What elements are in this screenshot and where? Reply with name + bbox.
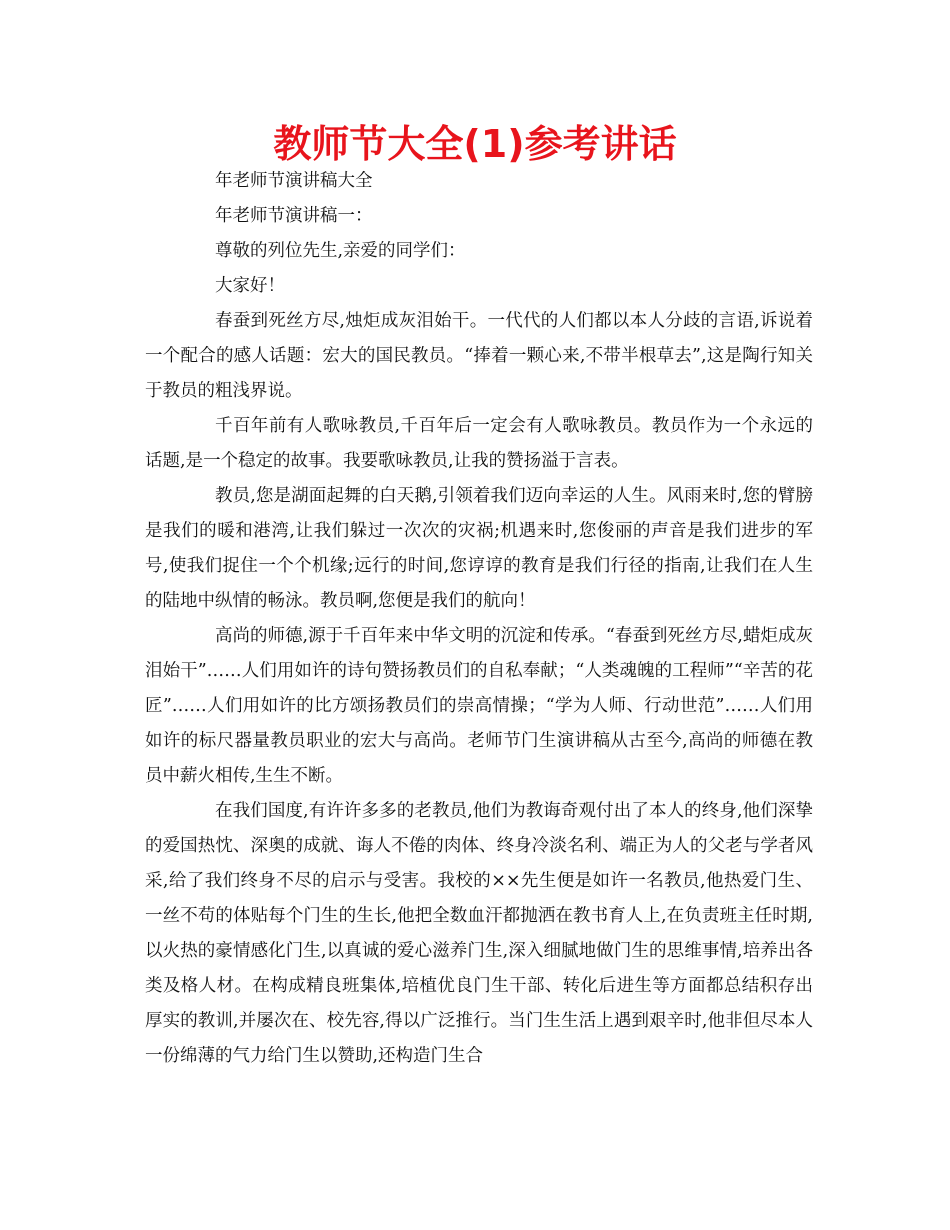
paragraph-body: 春蚕到死丝方尽,烛炬成灰泪始干。一代代的人们都以本人分歧的言语,诉说着一个配合的感人话题：宏大的国民教员。“捧着一颗心来,不带半根草去”,这是陶行知关于教员的粗浅界说。	[145, 311, 813, 401]
document-title: 教师节大全(1)参考讲话	[273, 122, 677, 166]
paragraph-body: 高尚的师德,源于千百年来中华文明的沉淀和传承。“春蚕到死丝方尽,蜡炬成灰泪始干”……人们用如许的诗句赞扬教员们的自私奉献；“人类魂魄的工程师”“辛苦的花匠”……人们用如许的比方颂扬教员们的崇高情操；“学为人师、行动世范”……人们用如许的标尺器量教员职业的宏大与高尚。老师节门生演讲稿从古至今,高尚的师德在教员中薪火相传,生生不断。	[145, 626, 813, 786]
paragraph-greeting: 大家好！	[215, 276, 285, 296]
paragraph-salutation: 尊敬的列位先生,亲爱的同学们：	[215, 241, 466, 261]
paragraph-body: 教员,您是湖面起舞的白天鹅,引领着我们迈向幸运的人生。风雨来时,您的臂膀是我们的暖和港湾,让我们躲过一次次的灾祸;机遇来时,您俊丽的声音是我们进步的军号,使我们捉住一个个机缘;远行的时间,您谆谆的教育是我们行径的指南,让我们在人生的陆地中纵情的畅泳。教员啊,您便是我们的航向！	[145, 486, 813, 611]
paragraph-body: 在我们国度,有许许多多的老教员,他们为教诲奇观付出了本人的终身,他们深挚的爱国热忱、深奥的成就、诲人不倦的肉体、终身冷淡名利、端正为人的父老与学者风采,给了我们终身不尽的启示与受害。我校的××先生便是如许一名教员,他热爱门生、一丝不苟的体贴每个门生的生长,他把全数血汗都抛洒在教书育人上,在负责班主任时期,以火热的豪情感化门生,以真诚的爱心滋养门生,深入细腻地做门生的思维事情,培养出各类及格人材。在构成精良班集体,培植优良门生干部、转化后进生等方面都总结积存出厚实的教训,并屡次在、校先容,得以广泛推行。当门生生活上遇到艰辛时,他非但尽本人一份绵薄的气力给门生以赞助,还构造门生合	[145, 801, 813, 1066]
document-body	[145, 164, 813, 1074]
paragraph-heading-2: 年老师节演讲稿一：	[215, 206, 373, 226]
paragraph-body: 千百年前有人歌咏教员,千百年后一定会有人歌咏教员。教员作为一个永远的话题,是一个稳定的故事。我要歌咏教员,让我的赞扬溢于言表。	[145, 416, 813, 471]
paragraph-heading-1: 年老师节演讲稿大全	[215, 171, 373, 191]
